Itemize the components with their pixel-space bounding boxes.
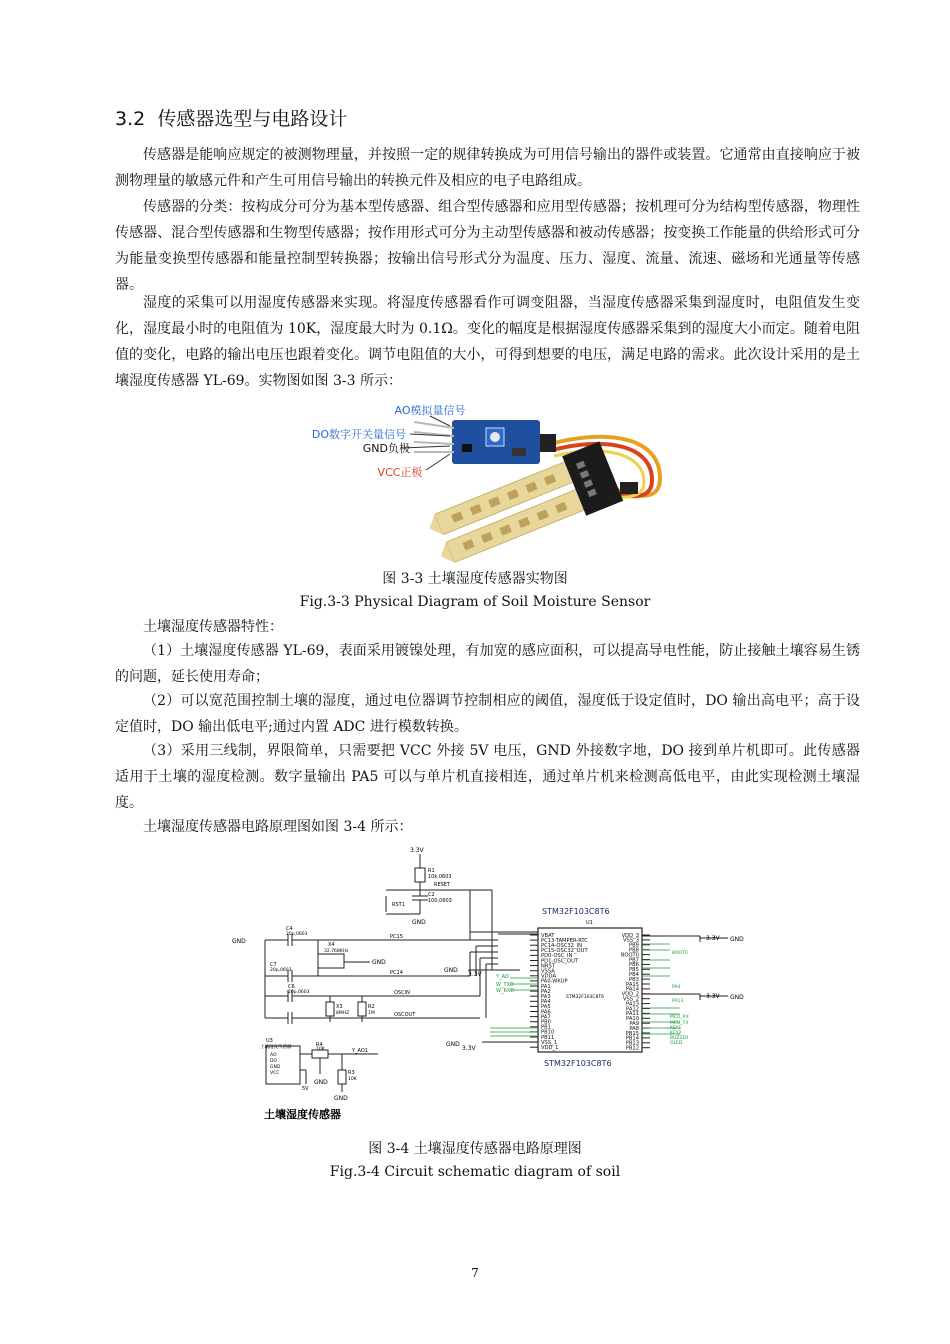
label-r4: R4 xyxy=(316,1042,323,1048)
figure-3-4-caption-cn: 图 3-4 土壤湿度传感器电路原理图 xyxy=(368,1141,582,1157)
chip-right-pin: PB4 xyxy=(629,972,639,978)
net-w-txd: W_TXD xyxy=(496,982,514,988)
label-rst: RST1 xyxy=(392,902,405,908)
net-y-ao: Y_AO xyxy=(496,974,509,980)
chip-right-pin: PB6 xyxy=(629,962,639,969)
feature-item-1: （1）土壤湿度传感器 YL-69，表面采用镀镍处理，有加宽的感应面积，可以提高导电性能，防止接触土壤容易生锈的问题，延长使用寿命； xyxy=(115,643,860,685)
label-do: DO数字开关量信号 xyxy=(311,428,406,441)
chip-left-pin: PD1-OSC_OUT xyxy=(541,958,579,965)
chip-right-pin: PB14 xyxy=(625,1035,639,1042)
figure-3-3-caption-cn: 图 3-3 土壤湿度传感器实物图 xyxy=(382,571,568,587)
net-pa13: PA13 xyxy=(672,999,684,1004)
net-pa4: PA4 xyxy=(672,985,681,990)
chip-right-pin: PB8 xyxy=(629,947,639,954)
chip-left-pin: PC14-OSC32_IN xyxy=(541,943,582,949)
net-gnd-vss2: GND xyxy=(730,994,744,1001)
net-boot0: BOOT0 xyxy=(672,951,688,956)
chip-left-pin: VSS_1 xyxy=(541,1039,558,1046)
chip-title: STM32F103C8T6 xyxy=(542,907,610,916)
chip-left-pin: PC13-TAMPER-RTC xyxy=(541,937,588,944)
chip-right-pin: VDD_3 xyxy=(621,932,639,939)
net-gnd-x4: GND xyxy=(372,959,386,966)
chip-right-pin: BOOT0 xyxy=(620,952,639,959)
net-key1: KEY1 xyxy=(670,1026,682,1031)
label-c4: C4 xyxy=(286,926,293,932)
chip-ref: U1 xyxy=(586,920,593,926)
chip-left-pin: PA0-WKUP xyxy=(541,978,568,985)
chip-left-pin: NRST xyxy=(541,963,555,970)
net-mcu-rx: MCU_RX xyxy=(670,1015,689,1020)
net-gnd-vss1: GND xyxy=(446,1041,460,1048)
label-c4-value: 20p,0603 xyxy=(286,932,308,937)
chip-right-pin: PA15 xyxy=(626,981,639,988)
chip-right-pin: PB7 xyxy=(629,957,639,964)
sensor-photo xyxy=(290,398,680,566)
chip-left-pin: VDDA xyxy=(541,973,556,980)
chip-left-pin: PB10 xyxy=(541,1029,555,1036)
net-key2: KEY2 xyxy=(670,1031,682,1036)
label-u3-value: 土壤湿度传感器 xyxy=(260,1045,292,1050)
label-x3: X3 xyxy=(336,1004,343,1010)
net-3v3-vdda: 3.3V xyxy=(468,971,482,978)
label-r1-value: 10k,0603 xyxy=(428,874,452,880)
chip-left-pin: PA1 xyxy=(541,983,551,990)
net-3v3-vdd2: 3.3V xyxy=(706,993,720,1000)
chip-left-pin: PA6 xyxy=(541,1009,551,1016)
sensor-pin-do: DO xyxy=(270,1059,278,1064)
chip-right-pin: PB9 xyxy=(629,942,639,949)
net-5v: 5V xyxy=(302,1086,309,1092)
label-u3: U3 xyxy=(266,1038,273,1044)
label-c7: C7 xyxy=(270,962,277,968)
label-c6: C6 xyxy=(288,984,295,990)
chip-left-pin: PD0-OSC_IN xyxy=(541,953,573,960)
section-title: 传感器选型与电路设计 xyxy=(157,108,348,130)
label-vcc: VCC正极 xyxy=(377,466,423,479)
section-heading xyxy=(115,104,347,131)
sensor-block-label: 土壤湿度传感器 xyxy=(264,1108,341,1121)
net-oscout: OSCOUT xyxy=(394,1012,416,1018)
net-gnd-vss3: GND xyxy=(730,936,744,943)
feature-item-2: （2）可以宽范围控制土壤的湿度，通过电位器调节控制相应的阈值，湿度低于设定值时，DO 输出高电平；高于设定值时，DO 输出低电平;通过内置 ADC 进行模数转换。 xyxy=(115,693,860,735)
net-pc14: PC14 xyxy=(390,970,403,976)
net-mcu-tx: MCU_TX xyxy=(670,1021,689,1026)
net-gnd-r3: GND xyxy=(334,1095,348,1102)
net-y-ao1: Y_AO1 xyxy=(352,1048,369,1054)
label-reset: RESET xyxy=(434,882,451,888)
chip-right-pin: PA13 xyxy=(626,1001,639,1008)
net-3v3-vdd3: 3.3V xyxy=(706,935,720,942)
features-title: 土壤湿度传感器特性： xyxy=(143,619,283,635)
sensor-pin-gnd: GND xyxy=(270,1065,281,1070)
net-3v3-vdd1: 3.3V xyxy=(462,1045,476,1052)
chip-right-pin: PB3 xyxy=(629,976,639,983)
paragraph-3: 湿度的采集可以用湿度传感器来实现。将湿度传感器看作可调变阻器，当湿度传感器采集到湿度时，电阻值发生变化，湿度最小时的电阻值为 10K，湿度最大时为 0.1Ω。变化的幅度是根据湿度传感器采集到的湿度大小而定。随着电阻值的变化，电路的输出电压也跟着变化。调节电阻值的大小，可得到想要的电压，满足电路的需求。此次设计采用的是土壤湿度传感器 YL-69。实物图如图 3-3 所示： xyxy=(115,295,860,389)
paragraph-2: 传感器的分类：按构成分可分为基本型传感器、组合型传感器和应用型传感器；按机理可分为结构型传感器，物理性传感器、混合型传感器和生物型传感器；按作用形式可分为主动型传感器和被动传感器；按变换工作能量的供给形式可分为能量变换型传感器和能量控制型转换器；按输出信号形式分为温度、压力、湿度、流量、流速、磁场和光通量等传感器。 xyxy=(115,199,860,293)
net-gnd-sensor: GND xyxy=(314,1079,328,1086)
label-r4-value: 10K xyxy=(316,1047,325,1052)
label-ao: AO模拟量信号 xyxy=(394,404,466,417)
label-x4: X4 xyxy=(328,942,335,948)
chip-right-pin: VSS_2 xyxy=(622,996,639,1003)
paragraph-1: 传感器是能响应规定的被测物理量，并按照一定的规律转换成为可用信号输出的器件或装置。它通常由直接响应于被测物理量的敏感元件和产生可用信号输出的转换元件及相应的电子电路组成。 xyxy=(115,147,860,189)
chip-left-pin: VSSA xyxy=(541,968,555,975)
label-r1: R1 xyxy=(428,868,435,874)
net-gnd-reset: GND xyxy=(412,919,426,926)
sensor-pin-vcc: VCC xyxy=(270,1071,280,1076)
schematic-lead: 土壤湿度传感器电路原理图如图 3-4 所示： xyxy=(143,819,413,835)
chip-right-pin: VSS_3 xyxy=(622,937,639,944)
figure-3-3-caption-en: Fig.3-3 Physical Diagram of Soil Moisture Sensor xyxy=(299,594,651,610)
label-x4-value: 32.768KHz xyxy=(324,949,349,954)
chip-left-pin: PA7 xyxy=(541,1014,551,1021)
chip-left-pin: PB11 xyxy=(541,1034,555,1041)
chip-right-pin: PA10 xyxy=(626,1016,639,1023)
label-c2: C2 xyxy=(428,892,435,898)
label-c6-value: 20p,0603 xyxy=(288,990,310,995)
chip-right-pin: PA11 xyxy=(626,1011,639,1018)
chip-right-pin: PA14 xyxy=(626,986,639,993)
chip-left-pin: PC15-OSC32_OUT xyxy=(541,948,588,955)
label-x3-value: 8MHZ xyxy=(336,1011,350,1016)
feature-item-3: （3）采用三线制，界限简单，只需要把 VCC 外接 5V 电压，GND 外接数字地，DO 接到单片机即可。此传感器适用于土壤的湿度检测。数字量输出 PA5 可以与单片机直接相连，通过单片机来检测高低电平，由此实现检测土壤湿度。 xyxy=(115,743,860,811)
label-r3: R3 xyxy=(348,1070,355,1076)
chip-bottom-title: STM32F103C8T6 xyxy=(544,1059,612,1068)
chip-right-pin: PA9 xyxy=(629,1021,639,1027)
page-number: 7 xyxy=(471,1266,479,1280)
net-pc15: PC15 xyxy=(390,934,403,940)
chip-left-pin: VDD_1 xyxy=(541,1045,559,1051)
net-oscin: OSCIN xyxy=(394,990,410,996)
chip-right-pin: PA12 xyxy=(626,1006,639,1013)
chip-right-pin: PB5 xyxy=(629,967,639,974)
label-c7-value: 20p,0603 xyxy=(270,968,292,973)
net-oled: OLED xyxy=(670,1041,683,1046)
sensor-pin-ao: AO xyxy=(270,1053,277,1058)
figure-3-4-caption-en: Fig.3-4 Circuit schematic diagram of soil xyxy=(329,1164,621,1180)
label-r2: R2 xyxy=(368,1004,375,1010)
chip-left-pin: PA3 xyxy=(541,994,551,1000)
circuit-schematic xyxy=(230,842,760,1132)
chip-right-pin: PB15 xyxy=(625,1030,639,1037)
label-c2-value: 100,0603 xyxy=(428,898,452,904)
label-r3-value: 10K xyxy=(348,1077,357,1082)
chip-left-pin: PA2 xyxy=(541,988,551,995)
chip-left-pin: PB0 xyxy=(541,1019,551,1026)
chip-right-pin: PA8 xyxy=(629,1025,639,1032)
chip-inner-label: STM32F103C8T6 xyxy=(566,995,605,1000)
chip-left-pin: PB1 xyxy=(541,1024,551,1031)
net-gnd-vssa: GND xyxy=(444,967,458,974)
net-w-rxd: W_RXD xyxy=(496,988,515,994)
net-gnd-left: GND xyxy=(232,938,246,945)
section-number: 3.2 xyxy=(115,108,146,130)
net-buzzer: BUZZER xyxy=(670,1036,689,1041)
label-gnd: GND负极 xyxy=(362,442,410,455)
label-r2-value: 1M xyxy=(368,1011,375,1016)
chip-left-pin: VBAT xyxy=(541,932,555,939)
chip-left-pin: PA4 xyxy=(541,999,551,1006)
chip-left-pin: PA5 xyxy=(541,1004,551,1011)
net-3v3-top: 3.3V xyxy=(410,847,424,854)
chip-right-pin: VDD_2 xyxy=(621,991,639,998)
chip-right-pin: PB13 xyxy=(625,1040,639,1047)
chip-right-pin: PB12 xyxy=(625,1045,639,1052)
